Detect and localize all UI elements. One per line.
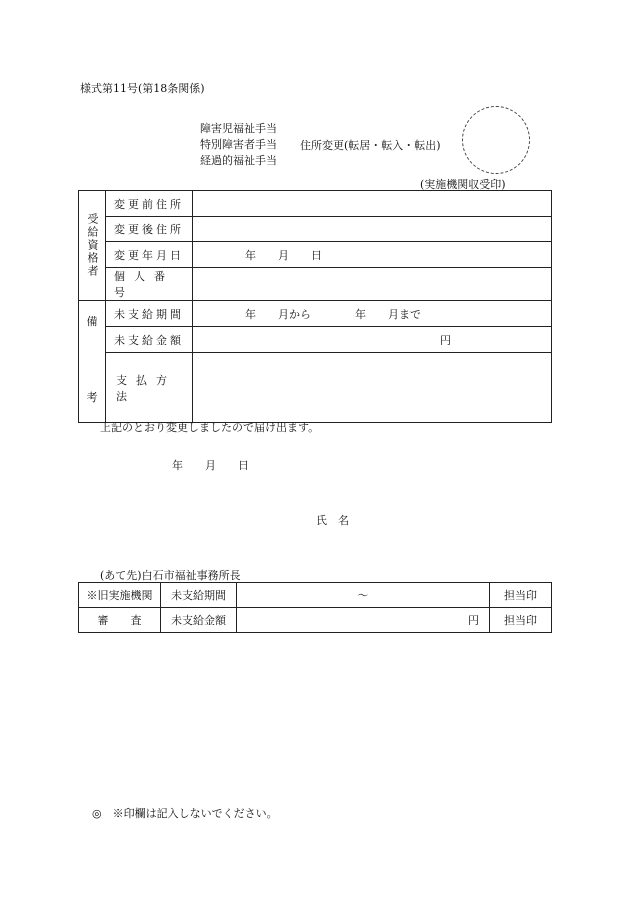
main-table bbox=[78, 190, 552, 423]
prev-address-label: 変更前住所 bbox=[106, 191, 193, 217]
personal-number-field[interactable] bbox=[193, 268, 552, 301]
unpaid-period-label: 未支給期間 bbox=[106, 301, 193, 327]
declaration: 上記のとおり変更しましたので届け出ます。 bbox=[100, 421, 320, 434]
payment-method-field[interactable] bbox=[193, 353, 552, 423]
receipt-stamp-label: (実施機関収受印) bbox=[420, 178, 506, 191]
change-date-label: 変更年月日 bbox=[106, 242, 193, 268]
unpaid-amount-field[interactable] bbox=[193, 327, 552, 353]
review-period-field[interactable]: 〜 bbox=[237, 583, 490, 608]
allowance-2: 特別障害者手当 bbox=[200, 138, 277, 151]
date-line: 年 月 日 bbox=[172, 459, 249, 472]
allowance-list bbox=[200, 121, 277, 169]
recipient-group-label: 受給資格者 bbox=[79, 191, 106, 301]
review-period-label: 未支給期間 bbox=[161, 583, 237, 608]
form-title: 住所変更(転居・転入・転出) bbox=[300, 139, 441, 152]
allowance-3: 経過的福祉手当 bbox=[200, 154, 277, 167]
personal-number-label: 個人番号 bbox=[106, 268, 193, 301]
new-address-label: 変更後住所 bbox=[106, 217, 193, 242]
unpaid-amount-label: 未支給金額 bbox=[106, 327, 193, 353]
remarks-group-label bbox=[79, 301, 106, 423]
review-header-bottom: 審 査 bbox=[79, 608, 161, 633]
prev-address-field[interactable] bbox=[193, 191, 552, 217]
remarks-label-top: 備 bbox=[86, 315, 98, 328]
review-yen-unit: 円 bbox=[468, 614, 479, 627]
change-date-field[interactable]: 年 月 日 bbox=[193, 242, 552, 268]
yen-unit: 円 bbox=[440, 333, 451, 347]
payment-method-label: 支払方法 bbox=[106, 353, 193, 423]
receipt-stamp-circle bbox=[462, 106, 530, 174]
review-table bbox=[78, 582, 552, 633]
unpaid-period-field[interactable]: 年 月から 年 月まで bbox=[193, 301, 552, 327]
allowance-1: 障害児福祉手当 bbox=[200, 122, 277, 135]
name-label: 氏 名 bbox=[316, 514, 349, 527]
review-seal-1: 担当印 bbox=[490, 583, 552, 608]
review-amount-field[interactable] bbox=[237, 608, 490, 633]
new-address-field[interactable] bbox=[193, 217, 552, 242]
review-header-top: ※旧実施機関 bbox=[79, 583, 161, 608]
form-code: 様式第11号(第18条関係) bbox=[80, 82, 205, 95]
addressee: (あて先)白石市福祉事務所長 bbox=[100, 569, 241, 582]
review-seal-2: 担当印 bbox=[490, 608, 552, 633]
review-amount-label: 未支給金額 bbox=[161, 608, 237, 633]
remarks-label-bottom: 考 bbox=[86, 391, 98, 404]
footnote: ◎ ※印欄は記入しないでください。 bbox=[92, 807, 278, 820]
